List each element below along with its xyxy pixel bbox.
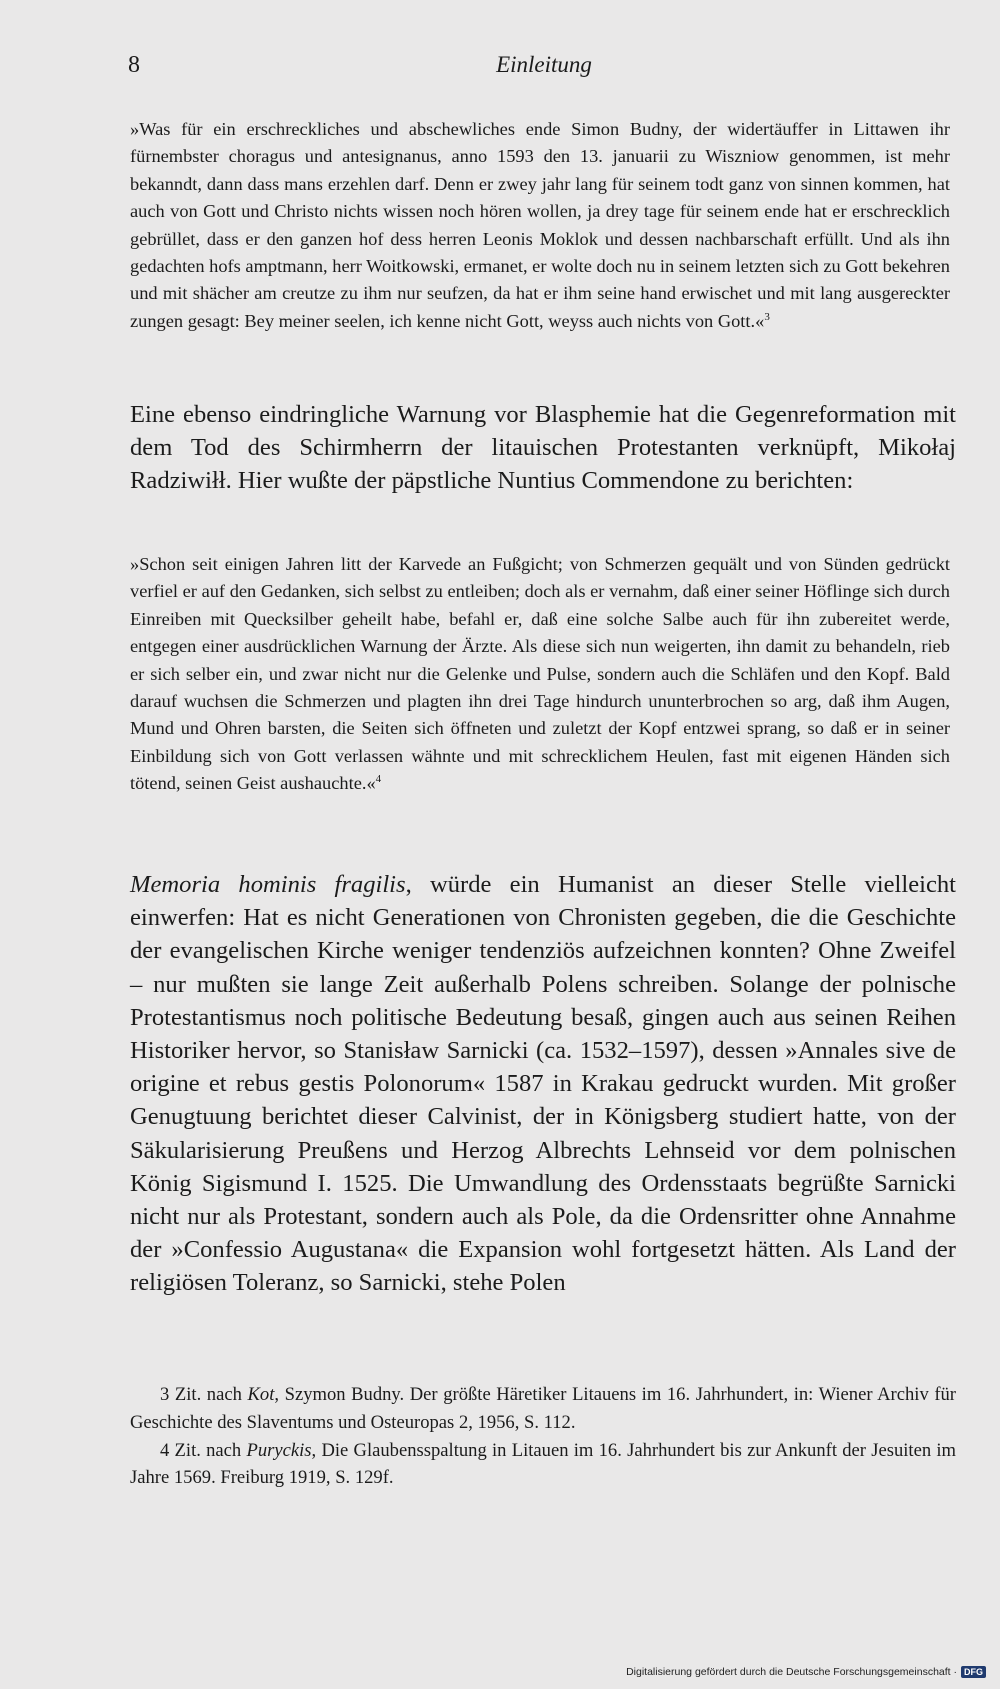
- footnotes: [130, 1381, 956, 1492]
- footnote-author: Puryckis: [246, 1439, 312, 1461]
- page-header: [128, 52, 960, 82]
- block-quote-radziwill: [130, 551, 950, 798]
- body-paragraph: Eine ebenso eindringliche Warnung vor Blasphemie hat die Gegenreformation mit dem Tod des Schirmherrn der litauischen Protestanten verknüpft, Mikołaj Radziwiłł. Hier wußte der päpstliche Nuntius Commendone zu berichten:: [130, 401, 956, 495]
- body-paragraph: [130, 868, 956, 1300]
- footnote-pre: Zit. nach: [174, 1439, 247, 1461]
- dfg-logo: DFG: [961, 1666, 986, 1678]
- digitization-credit: [626, 1666, 986, 1678]
- footnote-ref: 3: [764, 310, 770, 323]
- paragraph-text: , würde ein Humanist an dieser Stelle vielleicht einwerfen: Hat es nicht Generationen von Chronisten gegeben, die die Geschichte der evangelischen Kirche weniger tendenziös aufzeichnen konnten? Ohne Zweifel – nur mußten sie lange Zeit außerhalb Polens schreiben. Solange der polnische Protestantismus noch politische Bedeutung besaß, gingen auch aus seinen Reihen Historiker hervor, so Stanisław Sarnicki (ca. 1532–1597), dessen »Annales sive de origine et rebus gestis Polonorum« 1587 in Krakau gedruckt wurden. Mit großer Genugtuung berichtet dieser Calvinist, der in Königsberg studiert hatte, von der Säkularisierung Preußens und Herzog Albrechts Lehnseid vor dem polnischen König Sigismund I. 1525. Die Umwandlung des Ordensstaats begrüßte Sarnicki nicht nur als Protestant, sondern auch als Pole, da die Ordensritter ohne Annahme der »Confessio Augustana« die Expansion wohl fortgesetzt hätten. Als Land der religiösen Toleranz, so Sarnicki, stehe Polen: [130, 871, 956, 1297]
- footnote-pre: Zit. nach: [174, 1384, 248, 1405]
- quote-text: »Schon seit einigen Jahren litt der Karvede an Fußgicht; von Schmerzen gequält und von Sünden gedrückt verfiel er auf den Gedanken, sich selbst zu entleiben; doch als er vernahm, daß einer seiner Höflinge sich durch Einreiben mit Quecksilber geheilt habe, befahl er, daß eine solche Salbe auch für ihn zubereitet werde, entgegen einer ausdrücklichen Warnung der Ärzte. Als diese sich nun weigerten, ihn damit zu behandeln, rieb er sich selber ein, und zwar nicht nur die Gelenke und Pulse, sondern auch die Schläfen und den Kopf. Bald darauf wuchsen die Schmerzen und plagten ihn drei Tage hindurch ununterbrochen so arg, daß ihm Augen, Mund und Ohren barsten, die Seiten sich öffneten und zuletzt der Kopf entzwei sprang, so daß er in seiner Einbildung sich von Gott verlassen wähnte und mit schrecklichem Heulen, fast mit eigenen Händen sich tötend, seinen Geist aushauchte.«: [130, 554, 950, 794]
- footnote-ref: 4: [375, 773, 382, 786]
- footnote-number: 3: [160, 1384, 170, 1405]
- italic-phrase: Memoria hominis fragilis: [130, 871, 406, 898]
- block-quote-budny: [130, 116, 950, 335]
- quote-text: »Was für ein erschreckliches und abschewliches ende Simon Budny, der widertäuffer in Littawen ihr fürnembster choragus und antesignanus, anno 1593 den 13. januarii zu Wiszniow genommen, ist mehr bekanndt, dann dass mans erzehlen darf. Denn er zwey jahr lang für seinem todt ganz von sinnen kommen, hat auch von Gott und Christo nichts wissen noch hören wollen, ja drey tage für seinem ende hat er erschrecklich gebrüllet, dass er den ganzen hof dess herren Leonis Moklok und dessen nachbarschaft erfüllt. Und als ihn gedachten hofs amptmann, herr Woitkowski, ermanet, er wolte doch nu in seinem letzten sich zu Gott bekehren und mit shächer am creutze zu ihm nur seufzen, da hat er ihm seine hand erwischet und mit lang ausgereckter zungen gesagt: Bey meiner seelen, ich kenne nicht Gott, weyss auch nichts von Gott.«: [130, 119, 950, 331]
- credit-text: Digitalisierung gefördert durch die Deutsche Forschungsgemeinschaft ·: [626, 1666, 957, 1678]
- footnote-author: Kot: [247, 1384, 275, 1405]
- page-number: 8: [128, 52, 140, 78]
- footnote: [130, 1381, 956, 1437]
- footnote-text: , Szymon Budny. Der größte Häretiker Litauens im 16. Jahrhundert, in: Wiener Archiv für Geschichte des Slaventums und Osteuropas 2, 1956, S. 112.: [130, 1384, 957, 1433]
- footnote-text: , Die Glaubensspaltung in Litauen im 16. Jahrhundert bis zur Ankunft der Jesuiten im Jahre 1569. Freiburg 1919, S. 129f.: [130, 1439, 957, 1489]
- footnote-number: 4: [160, 1439, 170, 1461]
- running-title: Einleitung: [496, 52, 592, 77]
- footnote: [130, 1437, 956, 1493]
